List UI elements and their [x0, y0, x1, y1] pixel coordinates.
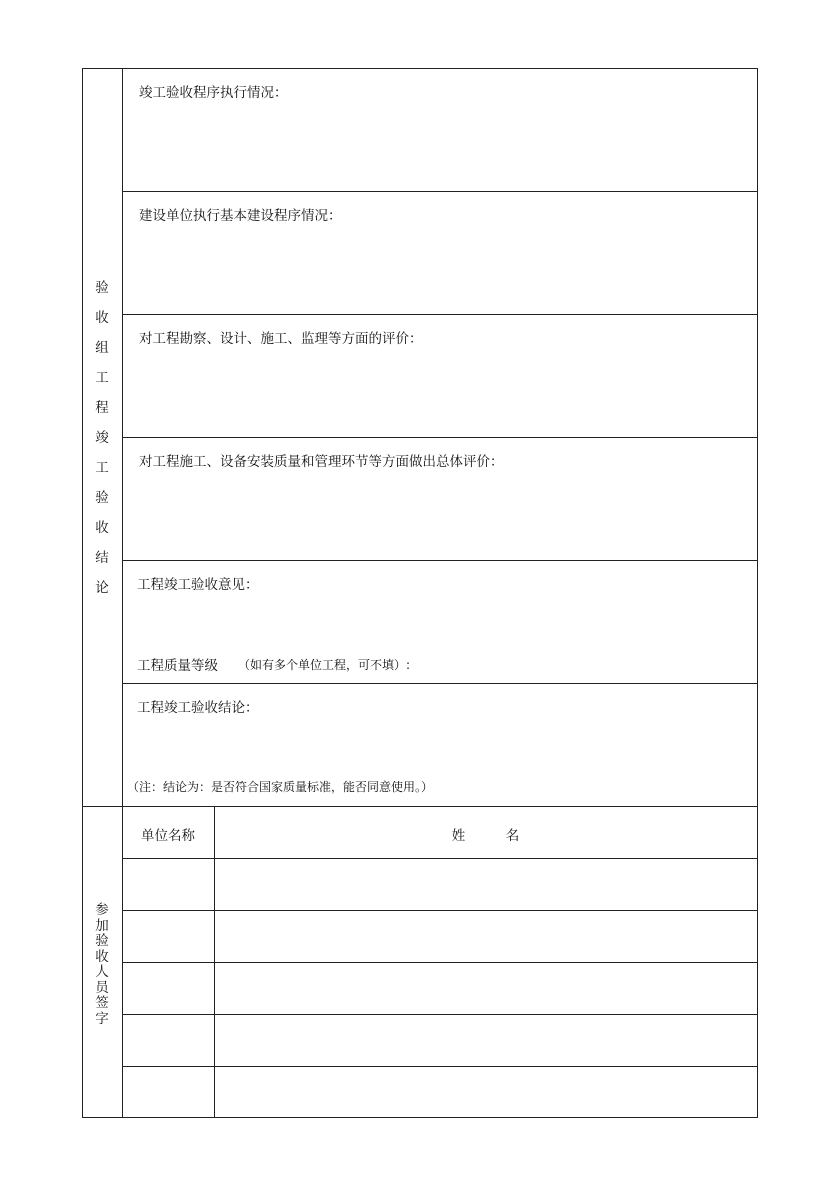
name-cell[interactable] — [215, 1067, 756, 1116]
acceptance-conclusion-field[interactable]: 工程竣工验收结论： — [137, 700, 259, 716]
overall-evaluation-field[interactable]: 对工程施工、设备安装质量和管理环节等方面做出总体评价： — [139, 454, 504, 470]
unit-cell[interactable] — [123, 1015, 213, 1065]
border-left — [82, 68, 83, 1118]
survey-design-evaluation-field[interactable]: 对工程勘察、设计、施工、监理等方面的评价： — [139, 331, 423, 347]
procedure-execution-field[interactable]: 竣工验收程序执行情况： — [139, 85, 288, 101]
row-divider — [122, 560, 758, 561]
name-cell[interactable] — [215, 859, 756, 909]
row-divider — [122, 683, 758, 684]
unit-name-header: 单位名称 — [141, 828, 195, 844]
unit-cell[interactable] — [123, 1067, 213, 1116]
section-divider — [82, 806, 758, 807]
name-cell[interactable] — [215, 911, 756, 961]
person-name-header: 姓 名 — [451, 828, 520, 844]
unit-cell[interactable] — [123, 963, 213, 1013]
conclusion-note: （注：结论为：是否符合国家质量标准，能否同意使用。） — [127, 780, 434, 794]
row-divider — [122, 314, 758, 315]
row-divider — [122, 437, 758, 438]
unit-cell[interactable] — [123, 911, 213, 961]
border-bottom — [82, 1117, 758, 1118]
acceptance-opinion-field[interactable]: 工程竣工验收意见： — [137, 577, 259, 593]
name-cell[interactable] — [215, 1015, 756, 1065]
border-top — [82, 68, 758, 69]
construction-procedure-field[interactable]: 建设单位执行基本建设程序情况： — [139, 208, 342, 224]
border-right — [757, 68, 758, 1118]
unit-cell[interactable] — [123, 859, 213, 909]
quality-grade-note: （如有多个单位工程，可不填）: — [238, 658, 411, 672]
quality-grade-label[interactable]: 工程质量等级 — [137, 658, 218, 674]
name-cell[interactable] — [215, 963, 756, 1013]
conclusion-side-label: 验收组工程竣工验收结论 — [95, 280, 109, 596]
row-divider — [122, 191, 758, 192]
signature-side-label: 参加验收人员签字 — [95, 902, 109, 1027]
